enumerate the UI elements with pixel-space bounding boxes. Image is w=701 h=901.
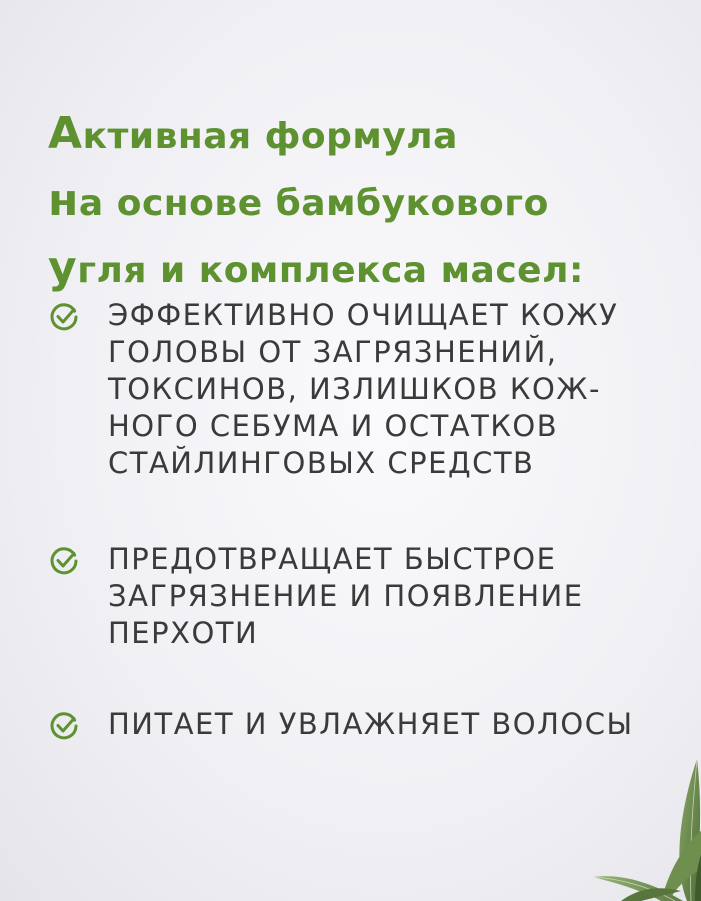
benefit-text	[108, 706, 634, 743]
benefit-line: ЗАГРЯЗНЕНИЕ И ПОЯВЛЕНИЕ	[108, 579, 584, 613]
headline-line-2: на основе бамбукового	[48, 175, 549, 226]
benefit-item-cleansing	[48, 297, 688, 482]
headline-line-3: угля и комплекса масел:	[48, 242, 584, 293]
check-circle-icon	[48, 301, 80, 333]
check-circle-icon	[48, 545, 80, 577]
headline-line-1: Активная формула	[48, 108, 458, 159]
benefit-line: ПЕРХОТИ	[108, 616, 259, 650]
benefit-line: ТОКСИНОВ, ИЗЛИШКОВ КОЖ-	[108, 372, 601, 406]
benefit-line: ПИТАЕТ И УВЛАЖНЯЕТ ВОЛОСЫ	[108, 707, 634, 741]
bamboo-leaves-decoration	[591, 751, 701, 901]
check-circle-icon	[48, 710, 80, 742]
benefit-line: СТАЙЛИНГОВЫХ СРЕДСТВ	[108, 446, 535, 480]
headline	[48, 102, 688, 303]
benefit-line: ГОЛОВЫ ОТ ЗАГРЯЗНЕНИЙ,	[108, 335, 558, 369]
benefit-line: ЭФФЕКТИВНО ОЧИЩАЕТ КОЖУ	[108, 298, 619, 332]
benefit-item-prevention	[48, 541, 688, 652]
benefit-text	[108, 297, 618, 482]
benefit-item-nourishing	[48, 706, 688, 743]
benefit-line: НОГО СЕБУМА И ОСТАТКОВ	[108, 409, 559, 443]
benefit-text	[108, 541, 584, 652]
benefit-line: ПРЕДОТВРАЩАЕТ БЫСТРОЕ	[108, 542, 557, 576]
